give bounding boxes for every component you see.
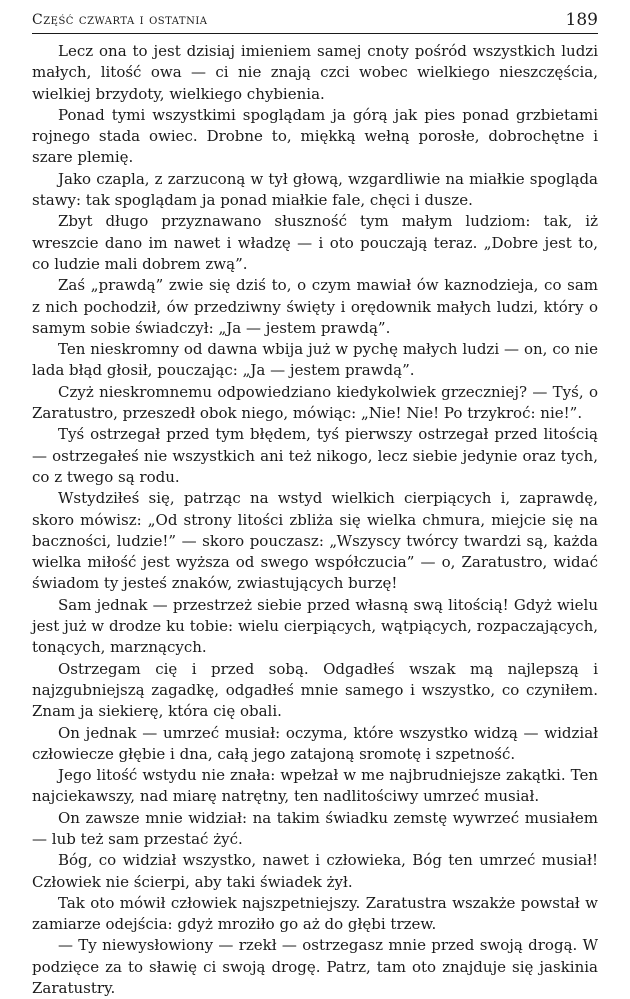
paragraph: Tak oto mówił człowiek najszpetniejszy. Zaratustra wszakże powstał w zamiarze odejścia: gdyż mroziło go aż do głębi trzew. bbox=[32, 893, 598, 934]
paragraph: Jego litość wstydu nie znała: wpełzał w me najbrudniejsze zakątki. Ten najciekawszy, nad miarę natrętny, ten nadlitościwy umrzeć musiał. bbox=[32, 766, 598, 806]
paragraph: Lecz ona to jest dzisiaj imieniem samej cnoty pośród wszystkich ludzi małych, litość owa — ci nie znają czci wobec wielkiego nieszczęścia, wielkiej brzydoty, wielkiego chybienia. bbox=[32, 42, 598, 103]
running-header bbox=[32, 10, 598, 32]
paragraph: On jednak — umrzeć musiał: oczyma, które wszystko widzą — widział człowiecze głębie i dna, całą jego zatajoną sromotę i szpetność. bbox=[32, 723, 598, 763]
paragraph: Czyż nieskromnemu odpowiedziano kiedykolwiek grzeczniej? — Tyś, o Zaratustro, przeszedł obok niego, mówiąc: „Nie! Nie! Po trzykroć: nie!”. bbox=[32, 382, 598, 423]
paragraph: Sam jednak — przestrzeż siebie przed własną swą litością! Gdyż wielu jest już w drodze ku tobie: wielu cierpiących, wątpiących, rozpaczających, tonących, marznących. bbox=[32, 595, 598, 657]
paragraph: Ostrzegam cię i przed sobą. Odgadłeś wszak mą najlepszą i najzgubniejszą zagadkę, odgadłeś mnie samego i wszystko, co czyniłem. Znam ja siekierę, która cię obali. bbox=[32, 659, 598, 721]
body-text bbox=[32, 41, 598, 999]
paragraph: Wstydziłeś się, patrząc na wstyd wielkich cierpiących i, zaprawdę, skoro mówisz: „Od strony litości zbliża się wielka chmura, miejcie się na baczności, ludzie!” — skoro pouczasz: „Wszyscy twórcy twardzi są, każda wielka miłość jest wyższa od swego współczucia” — o, Zaratustro, widać świadom ty jesteś znaków, zwiastujących burzę! bbox=[32, 489, 598, 593]
paragraph: Zbyt długo przyznawano słuszność tym małym ludziom: tak, iż wreszcie dano im nawet i władzę — i oto pouczają teraz. „Dobre jest to, co ludzie mali dobrem zwą”. bbox=[32, 212, 598, 273]
paragraph: Tyś ostrzegał przed tym błędem, tyś pierwszy ostrzegał przed litością — ostrzegałeś nie wszystkich ani też nikogo, lecz siebie jedynie oraz tych, co z twego są rodu. bbox=[32, 425, 598, 486]
paragraph: Bóg, co widział wszystko, nawet i człowieka, Bóg ten umrzeć musiał! Człowiek nie ścierpi, aby taki świadek żył. bbox=[32, 851, 598, 891]
paragraph: Jako czapla, z zarzuconą w tył głową, wzgardliwie na miałkie spogląda stawy: tak spoglądam ja ponad miałkie fale, chęci i dusze. bbox=[32, 169, 598, 210]
page-number: 189 bbox=[565, 10, 598, 30]
header-rule bbox=[32, 33, 598, 34]
section-title: Część czwarta i ostatnia bbox=[32, 12, 208, 28]
paragraph: Ten nieskromny od dawna wbija już w pychę małych ludzi — on, co nie lada błąd głosił, pouczając: „Ja — jestem prawdą”. bbox=[32, 340, 598, 380]
paragraph: Ponad tymi wszystkimi spoglądam ja górą jak pies ponad grzbietami rojnego stada owiec. Drobne to, miękką wełną porosłe, dobrochętne i szare plemię. bbox=[32, 105, 598, 167]
paragraph: On zawsze mnie widział: na takim świadku zemstę wywrzeć musiałem — lub też sam przestać żyć. bbox=[32, 808, 598, 848]
paragraph: Zaś „prawdą” zwie się dziś to, o czym mawiał ów kaznodzieja, co sam z nich pochodził, ów przedziwny święty i orędownik małych ludzi, który o samym sobie świadczył: „Ja — jestem prawdą”. bbox=[32, 276, 598, 337]
paragraph: — Ty niewysłowiony — rzekł — ostrzegasz mnie przed swoją drogą. W podzięce za to sławię ci swoją drogę. Patrz, tam oto znajduje się jaskinia Zaratustry. bbox=[32, 936, 598, 998]
